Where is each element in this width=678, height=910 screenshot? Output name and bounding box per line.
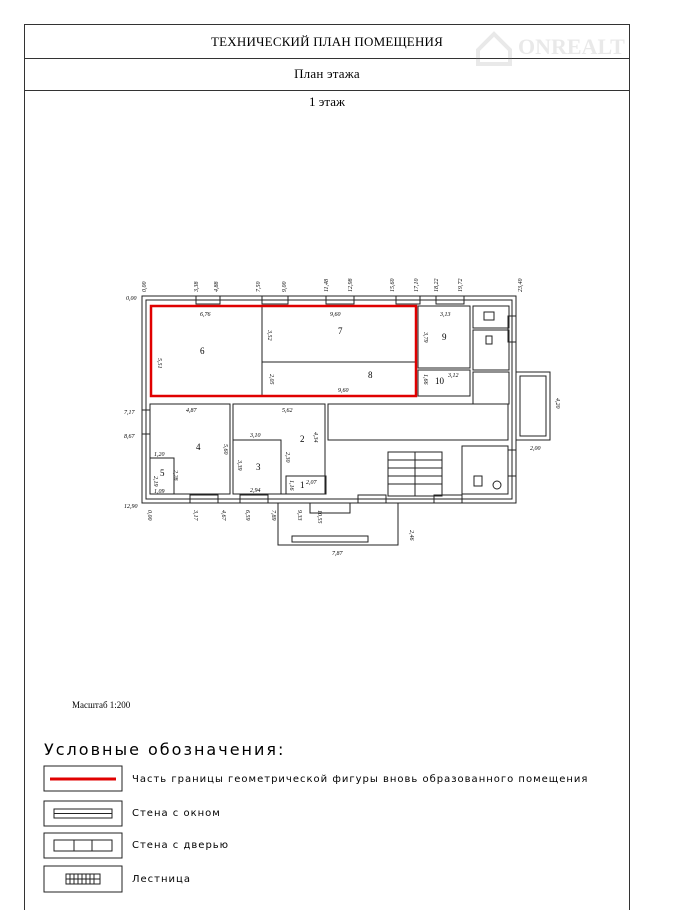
vestibule	[473, 372, 509, 404]
dim: 3,13	[440, 312, 451, 318]
top-axis-label: 3,38	[194, 281, 200, 292]
dim: 9,60	[338, 388, 349, 394]
room-number: 2	[300, 434, 305, 444]
wc-top	[473, 306, 509, 328]
watermark-text: ONREALT	[518, 34, 625, 59]
dim: 1,16	[288, 480, 294, 491]
room-number: 6	[200, 346, 205, 356]
top-axis-label: 23,40	[518, 278, 524, 292]
dim: 2,07	[306, 480, 317, 486]
room-number: 8	[368, 370, 373, 380]
room-number: 7	[338, 326, 343, 336]
dim: 3,10	[250, 433, 261, 439]
left-axis-1: 7,17	[124, 410, 135, 416]
legend-box-door	[44, 833, 122, 858]
top-axis-label: 4,88	[214, 281, 220, 292]
left-axis-2: 8,67	[124, 434, 135, 440]
dim: 7,87	[332, 551, 343, 557]
dim: 3,52	[266, 330, 272, 341]
top-axis-label: 18,22	[434, 278, 440, 292]
top-axis-label: 12,98	[348, 278, 354, 292]
dim: 2,00	[530, 446, 541, 452]
scale-label: Масштаб 1:200	[72, 700, 131, 710]
room-number: 5	[160, 468, 165, 478]
outer-wall	[146, 300, 512, 499]
dim: 4,20	[554, 398, 560, 409]
dim: 2,46	[408, 530, 414, 541]
dim: 1,09	[154, 489, 165, 495]
dim: 3,39	[236, 460, 242, 471]
top-axis-label: 15,60	[390, 278, 396, 292]
dim: 5,60	[222, 444, 228, 455]
legend-item-boundary: Часть границы геометрической фигуры вновь образованного помещения	[132, 774, 589, 785]
dim: 2,30	[284, 452, 290, 463]
porch	[278, 503, 398, 545]
top-axis-label: 7,50	[256, 281, 262, 292]
legend-item-stairs: Лестница	[132, 874, 191, 885]
room-number: 3	[256, 462, 261, 472]
dim: 5,62	[282, 408, 293, 414]
dim: 1,66	[422, 374, 428, 385]
top-axis-label: 11,48	[324, 278, 330, 292]
page-title: ТЕХНИЧЕСКИЙ ПЛАН ПОМЕЩЕНИЯ	[210, 34, 443, 49]
dim: 4,87	[186, 408, 197, 414]
new-room-boundary	[151, 306, 416, 396]
floor-label: 1 этаж	[309, 94, 345, 109]
room-number: 10	[435, 376, 444, 386]
legend-title: Условные обозначения:	[44, 740, 286, 759]
room-number: 1	[300, 480, 305, 490]
top-axis-label: 17,10	[414, 278, 420, 292]
room-number: 4	[196, 442, 201, 452]
top-axis	[142, 279, 524, 294]
top-axis-label: 0,00	[142, 281, 148, 292]
room-number: 9	[442, 332, 447, 342]
dim: 1,20	[154, 452, 165, 458]
bottom-axis	[146, 509, 322, 524]
legend-item-window-wall: Стена с окном	[132, 808, 221, 819]
top-axis-label: 19,72	[458, 278, 464, 292]
bottom-axis-label: 10,55	[316, 510, 322, 524]
dim: 4,34	[312, 432, 318, 443]
page-subtitle: План этажа	[294, 66, 360, 81]
bottom-axis-label: 7,89	[270, 510, 276, 521]
dim: 9,60	[330, 312, 341, 318]
dim: 2,05	[268, 374, 274, 385]
bottom-axis-label: 3,17	[192, 510, 198, 521]
dim: 5,51	[156, 358, 162, 369]
hall-wall	[328, 404, 508, 440]
legend-item-door-wall: Стена с дверью	[132, 840, 230, 851]
dim: 2,19	[152, 476, 158, 487]
left-axis-0: 0,00	[126, 296, 137, 302]
bottom-axis-label: 4,67	[220, 510, 226, 521]
room-4-wall	[150, 404, 230, 494]
left-axis-3: 12,90	[124, 504, 138, 510]
balcony	[516, 372, 550, 440]
outer-wall-outer	[142, 296, 516, 503]
bottom-axis-label: 0,00	[146, 510, 152, 521]
top-axis-label: 9,00	[282, 281, 288, 292]
bottom-axis-label: 6,59	[244, 510, 250, 521]
dim: 3,79	[422, 332, 428, 343]
dim: 2,28	[172, 470, 178, 481]
dim: 2,94	[250, 488, 261, 494]
dim: 6,76	[200, 312, 211, 318]
bottom-axis-label: 9,33	[296, 510, 302, 521]
dim: 3,12	[448, 373, 459, 379]
